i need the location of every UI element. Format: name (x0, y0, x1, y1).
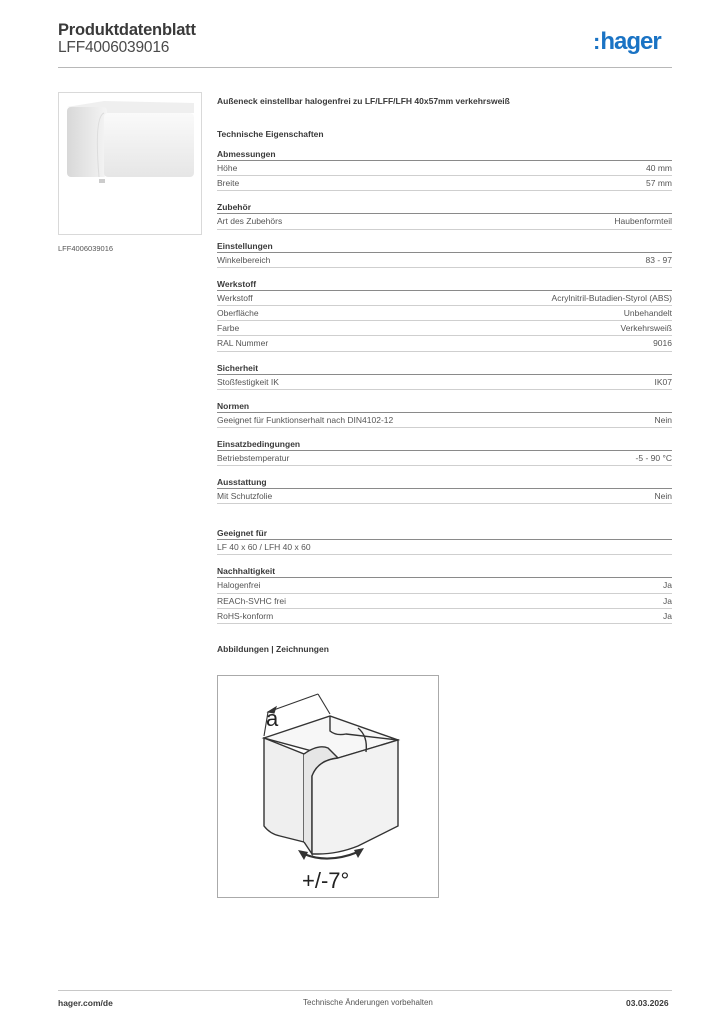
section-einstellungen (217, 241, 672, 268)
section-title: Einsatzbedingungen (217, 439, 672, 451)
svg-text:+/-7°: +/-7° (302, 868, 350, 893)
section-title: Abmessungen (217, 149, 672, 161)
table-row: Art des Zubehörs Haubenformteil (217, 214, 672, 229)
section-title: Einstellungen (217, 241, 672, 253)
technical-drawing (217, 675, 439, 898)
table-row: Oberfläche Unbehandelt (217, 306, 672, 321)
table-row: Werkstoff Acrylnitril-Butadien-Styrol (ABS) (217, 291, 672, 306)
section-title: Werkstoff (217, 279, 672, 291)
section-normen (217, 401, 672, 428)
product-photo-icon (59, 93, 201, 234)
table-row: RoHS-konform Ja (217, 609, 672, 624)
table-row: Betriebstemperatur -5 - 90 °C (217, 451, 672, 466)
section-title: Nachhaltigkeit (217, 566, 672, 578)
table-row: REACh-SVHC frei Ja (217, 594, 672, 609)
header-divider (58, 67, 672, 68)
section-title: Ausstattung (217, 477, 672, 489)
footer-website[interactable]: hager.com/de (58, 998, 113, 1008)
product-image (58, 92, 202, 235)
footer-date: 03.03.2026 (626, 998, 669, 1008)
section-zubehoer (217, 202, 672, 229)
section-werkstoff (217, 279, 672, 352)
table-row: Breite 57 mm (217, 176, 672, 191)
footer-divider (58, 990, 672, 991)
table-row: Mit Schutzfolie Nein (217, 489, 672, 504)
section-ausstattung (217, 477, 672, 504)
table-row: Farbe Verkehrsweiß (217, 321, 672, 336)
hager-logo: :hager (593, 28, 661, 55)
table-row: Winkelbereich 83 - 97 (217, 253, 672, 268)
section-nachhaltigkeit (217, 566, 672, 624)
table-row: Geeignet für Funktionserhalt nach DIN4102-12 Nein (217, 413, 672, 428)
svg-text:a: a (266, 706, 279, 731)
section-title: Geeignet für (217, 528, 672, 540)
table-row: Stoßfestigkeit IK IK07 (217, 375, 672, 390)
footer-note: Technische Änderungen vorbehalten (303, 998, 433, 1007)
image-caption: LFF4006039016 (58, 244, 114, 253)
section-einsatzbedingungen (217, 439, 672, 466)
section-title: Zubehör (217, 202, 672, 214)
page-title: Produktdatenblatt (58, 21, 196, 39)
section-title: Normen (217, 401, 672, 413)
tech-heading: Technische Eigenschaften (217, 129, 324, 139)
section-title: Sicherheit (217, 363, 672, 375)
table-row: Halogenfrei Ja (217, 578, 672, 593)
section-abmessungen (217, 149, 672, 191)
corner-drawing-icon (218, 676, 438, 897)
product-description: Außeneck einstellbar halogenfrei zu LF/LFF/LFH 40x57mm verkehrsweiß (217, 96, 510, 106)
section-sicherheit (217, 363, 672, 390)
section-geeignet-fuer (217, 528, 672, 555)
properties-panel (217, 96, 672, 654)
table-row: Höhe 40 mm (217, 161, 672, 176)
table-row: RAL Nummer 9016 (217, 336, 672, 351)
figures-heading: Abbildungen | Zeichnungen (217, 644, 329, 654)
table-row: LF 40 x 60 / LFH 40 x 60 (217, 540, 672, 555)
product-code: LFF4006039016 (58, 39, 170, 56)
